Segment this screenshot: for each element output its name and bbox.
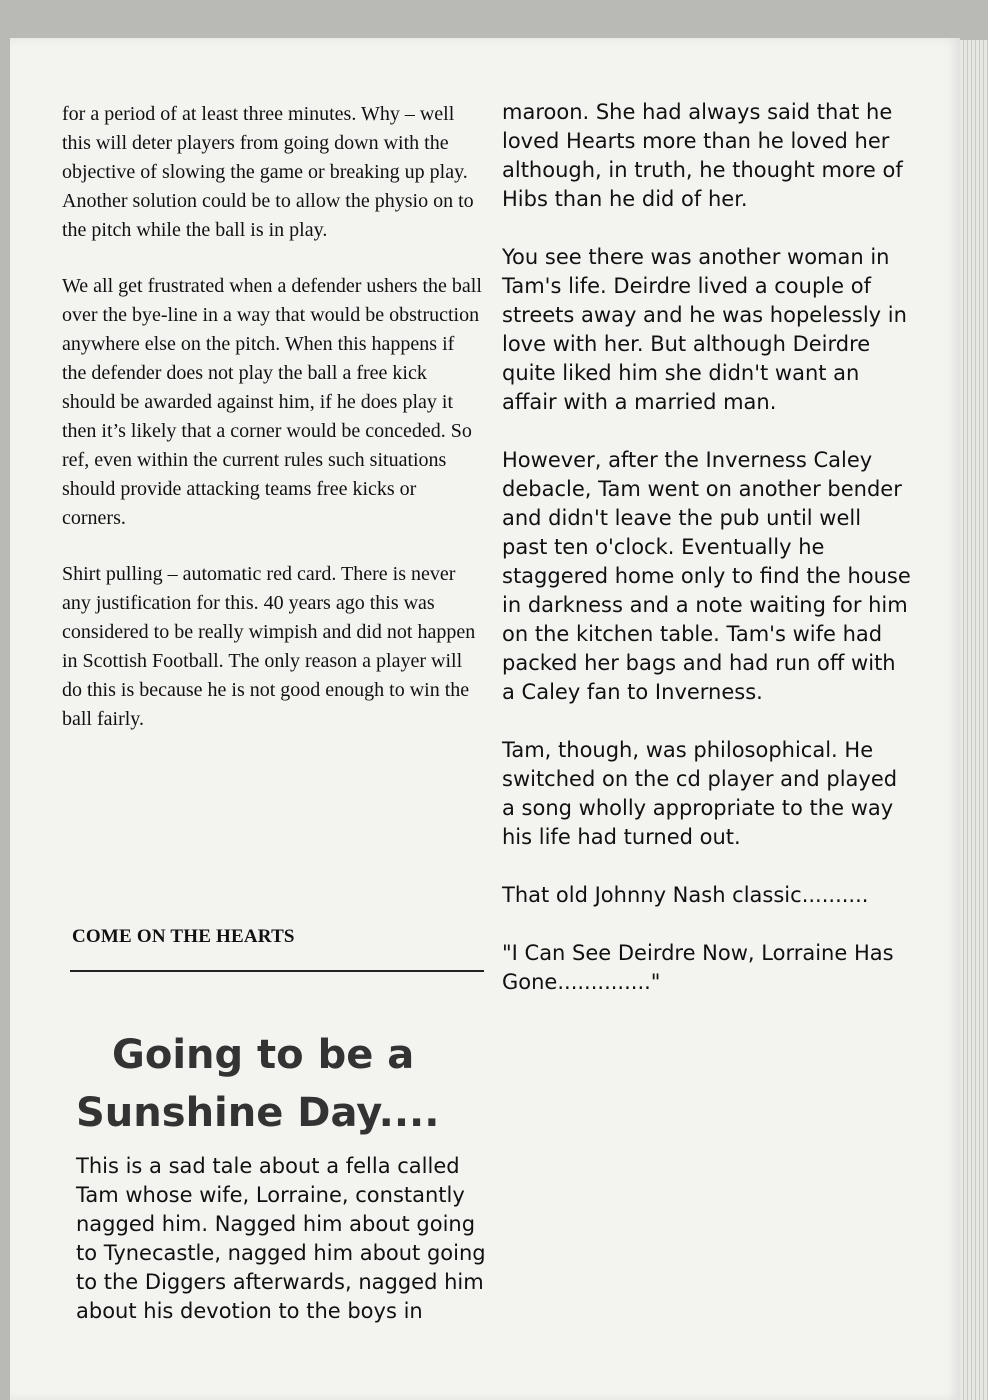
left-paragraph: for a period of at least three minutes. Why – well this will deter players from going down with the objective of slowing the game or breaking up play. Another solution could be to allow the physio on to the pitch while the ball is in play. [62,103,474,241]
right-paragraph: That old Johnny Nash classic.......... [502,883,869,907]
article-title [76,1026,496,1142]
closing-heading: COME ON THE HEARTS [72,926,295,947]
article-title-line-2: Sunshine Day.... [76,1090,440,1136]
article-title-line-1: Going to be a [112,1032,415,1078]
right-paragraph: Tam, though, was philosophical. He switched on the cd player and played a song wholly appropriate to the way his life had turned out. [502,738,898,849]
page-edges [960,40,988,1400]
right-paragraph: maroon. She had always said that he loved Hearts more than he loved her although, in truth, he thought more of Hibs than he did of her. [502,100,903,211]
right-paragraph: "I Can See Deirdre Now, Lorraine Has Gone.............." [502,941,894,994]
left-paragraph: Shirt pulling – automatic red card. There is never any justification for this. 40 years ago this was considered to be really wimpish and did not happen in Scottish Football. The only reason a player will do this is because he is not good enough to win the ball fairly. [62,563,476,730]
section-divider [70,970,484,972]
right-paragraph: You see there was another woman in Tam's life. Deirdre lived a couple of streets away and he was hopelessly in love with her. But although Deirdre quite liked him she didn't want an affair with a married man. [502,245,907,414]
right-paragraph: However, after the Inverness Caley debacle, Tam went on another bender and didn't leave the pub until well past ten o'clock. Eventually he staggered home only to find the house in darkness and a note waiting for him on the kitchen table. Tam's wife had packed her bags and had run off with a Caley fan to Inverness. [502,448,911,704]
left-paragraph: We all get frustrated when a defender ushers the ball over the bye-line in a way that would be obstruction anywhere else on the pitch. When this happens if the defender does not play the ball a free kick should be awarded against him, if he does play it then it’s likely that a corner would be conceded. So ref, even within the current rules such situations should provide attacking teams free kicks or corners. [62,275,482,529]
right-column [502,98,912,1026]
left-column [62,100,482,761]
article-intro: This is a sad tale about a fella called Tam whose wife, Lorraine, constantly nagged him. Nagged him about going to Tynecastle, nagged him about going to the Diggers afterwards, nagged him about his devotion to the boys in [76,1154,486,1323]
